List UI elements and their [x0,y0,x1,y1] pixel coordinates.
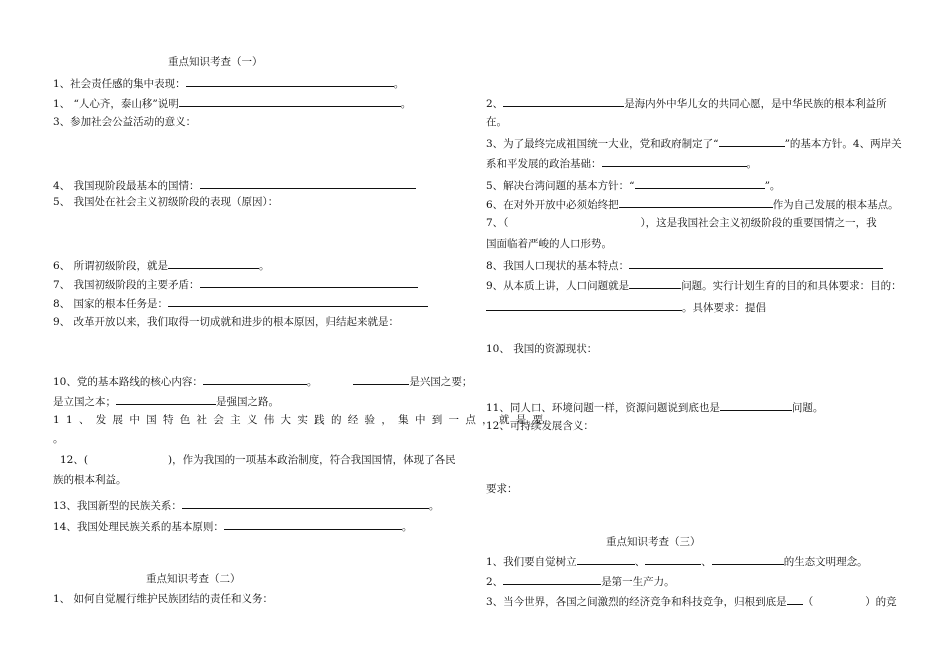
question-9: 9、 改革开放以来，我们取得一切成就和进步的根本原因，归结起来就是： [53,316,400,328]
question-text: 10、党的基本路线的核心内容： [53,376,203,388]
question-12: 12、可持续发展含义： [486,420,594,432]
question-text: 是兴国之要； [409,376,473,388]
question-text: ”的基本方针。4、两岸关 [784,138,902,150]
question-end: 。 [428,500,440,512]
question-text: 问题。实行计划生育的目的和具体要求：目的： [681,280,902,292]
question-text: 1、我们要自觉树立 [486,556,577,568]
answer-blank[interactable] [629,278,681,289]
section-3-question-3 [486,594,897,609]
question-10-line2 [53,394,279,409]
question-end: 。 [393,78,405,90]
question-text: （ [802,596,814,608]
question-11: 11、发展中国特色社会主义伟大实践的经验，集中到一点，就是要 [53,414,550,426]
question-2-cont: 在。 [486,116,507,128]
question-7 [53,277,418,292]
question-9 [486,278,902,293]
question-11 [486,400,823,415]
question-5 [486,178,780,193]
question-2 [486,96,887,111]
question-text: 7、 我国初级阶段的主要矛盾： [53,279,200,291]
question-text: 7、（ [486,217,509,229]
answer-blank[interactable] [645,554,701,565]
section-title-2: 重点知识考查（二） [146,573,241,585]
answer-blank[interactable] [203,374,307,385]
question-12-line2: 族的根本利益。 [53,474,127,486]
question-text: 系和平发展的政治基础： [486,158,602,170]
answer-blank[interactable] [503,574,601,585]
question-end: 。 [746,158,757,170]
answer-blank[interactable] [486,300,682,311]
question-6 [486,197,899,212]
answer-blank[interactable] [200,277,418,288]
question-text: 是第一生产力。 [601,576,675,588]
answer-blank[interactable] [719,136,785,147]
section-title-3: 重点知识考查（三） [606,536,701,548]
question-14 [53,519,412,534]
answer-blank[interactable] [619,197,773,208]
question-6 [53,258,270,273]
question-text: 13、我国新型的民族关系： [53,500,182,512]
question-text: 6、 所谓初级阶段，就是 [53,260,169,272]
question-text: 3、为了最终完成祖国统一大业，党和政府制定了“ [486,138,719,150]
question-text: 是海内外中华儿女的共同心愿，是中华民族的根本利益所 [624,98,887,110]
question-text: 2、 [486,576,504,588]
question-5: 5、 我国处在社会主义初级阶段的表现（原因）： [53,196,279,208]
question-2 [53,96,411,111]
question-text: 5、解决台湾问题的基本方针：“ [486,180,635,192]
question-dot: 。 [306,376,318,388]
answer-blank[interactable] [712,554,784,565]
section-title-1: 重点知识考查（一） [168,56,263,68]
separator: 、 [634,556,646,568]
requirement-label: 要求： [486,483,518,495]
question-12-line1 [60,454,456,467]
answer-blank[interactable] [602,156,747,167]
question-7 [486,217,877,230]
question-text: 1、社会责任感的集中表现： [53,78,186,90]
question-text: ），这是我国社会主义初级阶段的重要国情之一，我 [640,217,877,229]
answer-blank[interactable] [577,554,635,565]
section-3-question-2 [486,574,675,589]
question-text: 作为自己发展的根本基点。 [772,199,899,211]
question-8 [486,258,883,273]
question-text: )，作为我国的一项基本政治制度，符合我国国情，体现了各民 [167,454,456,466]
question-end: 。 [400,98,412,110]
question-text: 的生态文明理念。 [783,556,868,568]
question-7-cont: 国面临着严峻的人口形势。 [486,238,612,250]
question-text: 4、 我国现阶段最基本的国情： [53,180,200,192]
answer-blank[interactable] [186,76,394,87]
question-11-end: 。 [53,433,64,445]
question-3 [486,136,902,151]
question-text: 。具体要求：提倡 [682,302,766,314]
question-text: ）的竞 [865,596,897,608]
answer-blank[interactable] [200,178,416,189]
question-1 [53,76,404,91]
section-2-question-1: 1、 如何自觉履行维护民族团结的责任和义务： [53,593,274,605]
separator: 、 [701,556,712,568]
question-text: 2、 [486,98,504,110]
question-text: 是强国之路。 [216,396,279,408]
answer-blank[interactable] [353,374,409,385]
question-4 [53,178,416,193]
answer-blank[interactable] [635,178,765,189]
answer-blank[interactable] [116,394,216,405]
answer-blank[interactable] [168,296,428,307]
answer-blank[interactable] [720,400,792,411]
question-13 [53,498,439,513]
question-end: ”。 [764,180,781,192]
answer-blank[interactable] [182,498,429,509]
answer-blank[interactable] [224,519,402,530]
question-end: 。 [259,260,270,272]
question-text: 8、 国家的根本任务是： [53,298,169,310]
answer-blank[interactable] [168,258,259,269]
section-3-question-1 [486,554,868,569]
question-text: 11、同人口、环境问题一样，资源问题说到底也是 [486,402,720,414]
question-end: 。 [401,521,413,533]
answer-blank[interactable] [629,258,883,269]
question-text: 1、 “人心齐，泰山移”说明 [53,98,179,110]
question-text: 问题。 [791,402,824,414]
question-text: 14、我国处理民族关系的基本原则： [53,521,224,533]
answer-blank[interactable] [179,96,401,107]
question-10: 10、 我国的资源现状： [486,343,598,355]
question-3: 3、参加社会公益活动的意义： [53,116,197,128]
question-text: 6、在对外开放中必须始终把 [486,199,619,211]
question-text: 9、从本质上讲，人口问题就是 [486,280,630,292]
question-8 [53,296,428,311]
question-text: 12、( [60,454,88,466]
question-text: 3、当今世界，各国之间激烈的经济竞争和科技竞争，归根到底是 [486,596,787,608]
question-9-cont [486,300,766,315]
answer-blank[interactable] [787,594,803,605]
question-3-cont [486,156,757,171]
question-text: 是立国之本； [53,396,116,408]
question-text: 8、我国人口现状的基本特点： [486,260,630,272]
question-10-line1 [53,374,472,389]
answer-blank[interactable] [503,96,624,107]
